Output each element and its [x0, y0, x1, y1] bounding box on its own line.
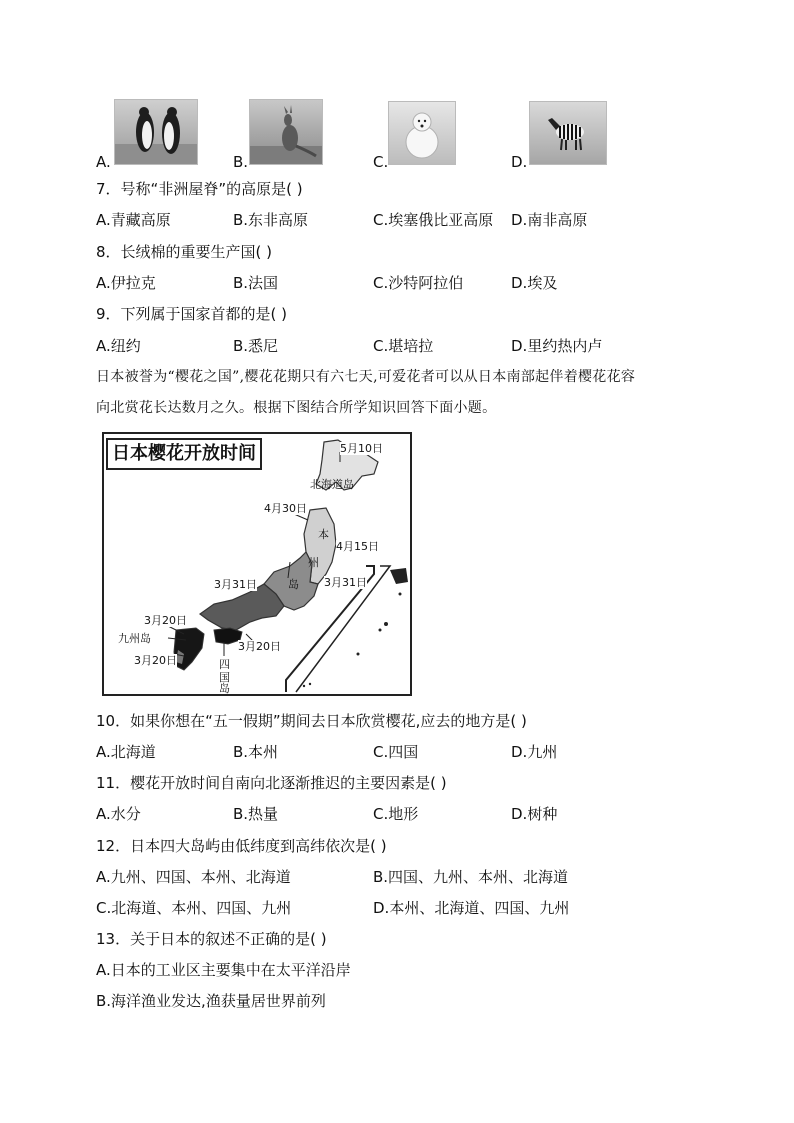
question-12-stem: 12．日本四大岛屿由低纬度到高纬依次是( ) [96, 837, 387, 855]
question-11-option-a[interactable]: A.水分 [96, 805, 141, 823]
question-9-option-d[interactable]: D.里约热内卢 [511, 337, 603, 355]
label-mar31-right: 3月31日 [324, 576, 367, 589]
question-8-option-b[interactable]: B.法国 [233, 274, 279, 292]
map-title: 日本樱花开放时间 [106, 438, 262, 470]
question-13-option-b[interactable]: B.海洋渔业发达,渔获量居世界前列 [96, 992, 326, 1010]
label-kyushu: 九州岛 [118, 632, 151, 645]
question-9-option-c[interactable]: C.堪培拉 [373, 337, 434, 355]
label-shikoku-1: 四 [219, 658, 230, 671]
label-mar20-mid: 3月20日 [238, 640, 281, 653]
label-mar20-top: 3月20日 [144, 614, 187, 627]
question-11-option-c[interactable]: C.地形 [373, 805, 419, 823]
q6-option-b-letter: B. [233, 153, 249, 171]
kangaroo-photo [249, 99, 323, 165]
question-10-option-a[interactable]: A.北海道 [96, 743, 156, 761]
question-8-option-c[interactable]: C.沙特阿拉伯 [373, 274, 464, 292]
q6-option-d-letter: D. [511, 153, 528, 171]
question-11-option-d[interactable]: D.树种 [511, 805, 558, 823]
passage-line-1: 日本被誉为“樱花之国”,樱花花期只有六七天,可爱花者可以从日本南部起伴着樱花花容 [96, 369, 636, 385]
q6-option-c-letter: C. [373, 153, 389, 171]
question-9-option-b[interactable]: B.悉尼 [233, 337, 279, 355]
question-12-option-a[interactable]: A.九州、四国、本州、北海道 [96, 868, 291, 886]
question-7-option-d[interactable]: D.南非高原 [511, 211, 588, 229]
label-mar20-bottom: 3月20日 [134, 654, 177, 667]
polar-bear-photo [388, 101, 456, 165]
question-8-stem: 8．长绒棉的重要生产国( ) [96, 243, 273, 261]
question-7-option-b[interactable]: B.东非高原 [233, 211, 309, 229]
q6-option-a-letter: A. [96, 153, 111, 171]
label-apr15: 4月15日 [336, 540, 379, 553]
label-apr30: 4月30日 [264, 502, 307, 515]
question-9-option-a[interactable]: A.纽约 [96, 337, 141, 355]
passage-line-2: 向北赏花长达数月之久。根据下图结合所学知识回答下面小题。 [96, 400, 497, 416]
label-may10: 5月10日 [340, 442, 383, 455]
question-10-option-d[interactable]: D.九州 [511, 743, 558, 761]
question-8-option-a[interactable]: A.伊拉克 [96, 274, 156, 292]
label-honshu-3: 岛 [288, 578, 299, 591]
question-12-option-d[interactable]: D.本州、北海道、四国、九州 [373, 899, 570, 917]
question-12-option-b[interactable]: B.四国、九州、本州、北海道 [373, 868, 569, 886]
question-9-stem: 9．下列属于国家首都的是( ) [96, 305, 288, 323]
label-hokkaido: 北海道岛 [310, 478, 354, 491]
question-7-option-c[interactable]: C.埃塞俄比亚高原 [373, 211, 494, 229]
question-10-stem: 10．如果你想在“五一假期”期间去日本欣赏樱花,应去的地方是( ) [96, 712, 527, 730]
label-shikoku-2: 国 [219, 671, 230, 684]
question-10-option-b[interactable]: B.本州 [233, 743, 279, 761]
question-11-stem: 11．樱花开放时间自南向北逐渐推迟的主要因素是( ) [96, 774, 447, 792]
label-honshu-2: 州 [308, 556, 319, 569]
penguins-photo [114, 99, 198, 165]
japan-sakura-map [102, 432, 412, 696]
label-honshu-1: 本 [318, 528, 329, 541]
label-mar31-left: 3月31日 [214, 578, 257, 591]
question-13-stem: 13．关于日本的叙述不正确的是( ) [96, 930, 327, 948]
question-13-option-a[interactable]: A.日本的工业区主要集中在太平洋沿岸 [96, 961, 351, 979]
question-10-option-c[interactable]: C.四国 [373, 743, 419, 761]
question-7-option-a[interactable]: A.青藏高原 [96, 211, 171, 229]
question-7-stem: 7．号称“非洲屋脊”的高原是( ) [96, 180, 303, 198]
question-12-option-c[interactable]: C.北海道、本州、四国、九州 [96, 899, 292, 917]
question-8-option-d[interactable]: D.埃及 [511, 274, 558, 292]
zebra-photo [529, 101, 607, 165]
question-11-option-b[interactable]: B.热量 [233, 805, 279, 823]
label-shikoku-3: 岛 [219, 682, 230, 695]
